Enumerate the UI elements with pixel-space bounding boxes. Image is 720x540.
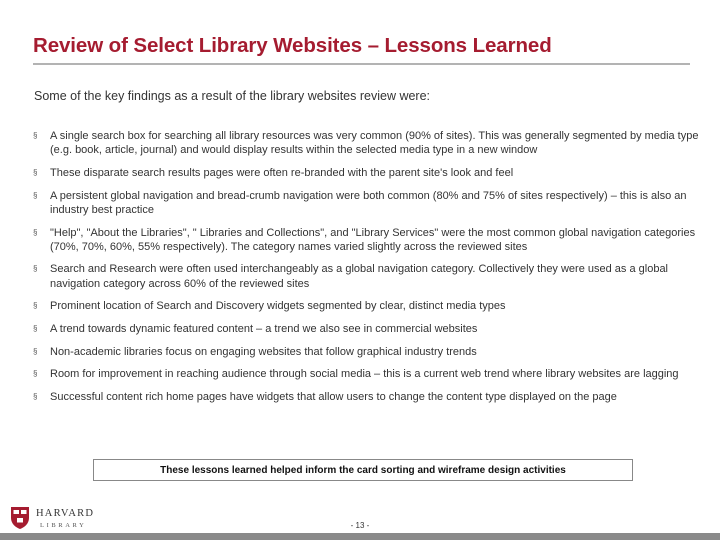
page-number: - 13 - [350,521,370,530]
bullet-icon: § [33,167,38,177]
shield-icon [10,506,30,530]
list-item [33,262,699,290]
bullet-icon: § [33,346,38,356]
intro-text: Some of the key findings as a result of the library websites review were: [34,89,431,103]
bullet-text: "Help", "About the Libraries", " Libraries and Collections", and "Library Services" were the most common global navigation categories (70%, 70%, 60%, 55% respectively). The category names varied slightly across the reviewed sites [50,226,696,253]
list-item [33,166,699,180]
bullet-text: Room for improvement in reaching audience through social media – this is a current web trend where library websites are lagging [50,368,679,381]
bullet-text: Prominent location of Search and Discovery widgets segmented by clear, distinct media types [50,300,506,313]
bullet-text: A persistent global navigation and bread-crumb navigation were both common (80% and 75% of sites respectively) – this is also an industry best practice [50,189,687,216]
bullet-text: Non-academic libraries focus on engaging websites that follow graphical industry trends [50,345,477,358]
list-item [33,299,699,313]
bullet-icon: § [33,369,38,379]
bullet-icon: § [33,227,38,237]
bullet-icon: § [33,131,38,140]
list-item [33,390,699,404]
list-item [33,367,699,381]
list-item [33,189,699,217]
harvard-library-logo [10,505,100,533]
bullet-icon: § [33,392,38,402]
findings-list [33,129,699,413]
bullet-text: These disparate search results pages were often re-branded with the parent site's look and feel [50,166,514,179]
bullet-text: Search and Research were often used interchangeably as a global navigation category. Collectively they were used as a global navigation category across 60% of the reviewed sites [50,263,669,290]
logo-text-library: LIBRARY [40,522,87,529]
bullet-icon: § [33,324,38,334]
bullet-icon: § [33,190,38,200]
bullet-text: A single search box for searching all library resources was very common (90% of sites). This was generally segmented by media type (e.g. book, article, journal) and would display results within the selected media type in a new window [50,130,699,157]
footer-bar [0,533,720,540]
bullet-text: A trend towards dynamic featured content – a trend we also see in commercial websites [50,323,478,336]
slide-title: Review of Select Library Websites – Lessons Learned [33,34,552,57]
list-item [33,345,699,359]
bullet-text: Successful content rich home pages have widgets that allow users to change the content type displayed on the page [50,391,617,404]
bullet-icon: § [33,264,38,274]
list-item [33,129,699,157]
list-item [33,226,699,254]
callout-box [93,459,633,481]
list-item [33,322,699,336]
callout-text: These lessons learned helped inform the card sorting and wireframe design activities [160,464,566,476]
title-divider [33,63,690,65]
bullet-icon: § [33,301,38,311]
logo-text-harvard: HARVARD [36,508,95,519]
